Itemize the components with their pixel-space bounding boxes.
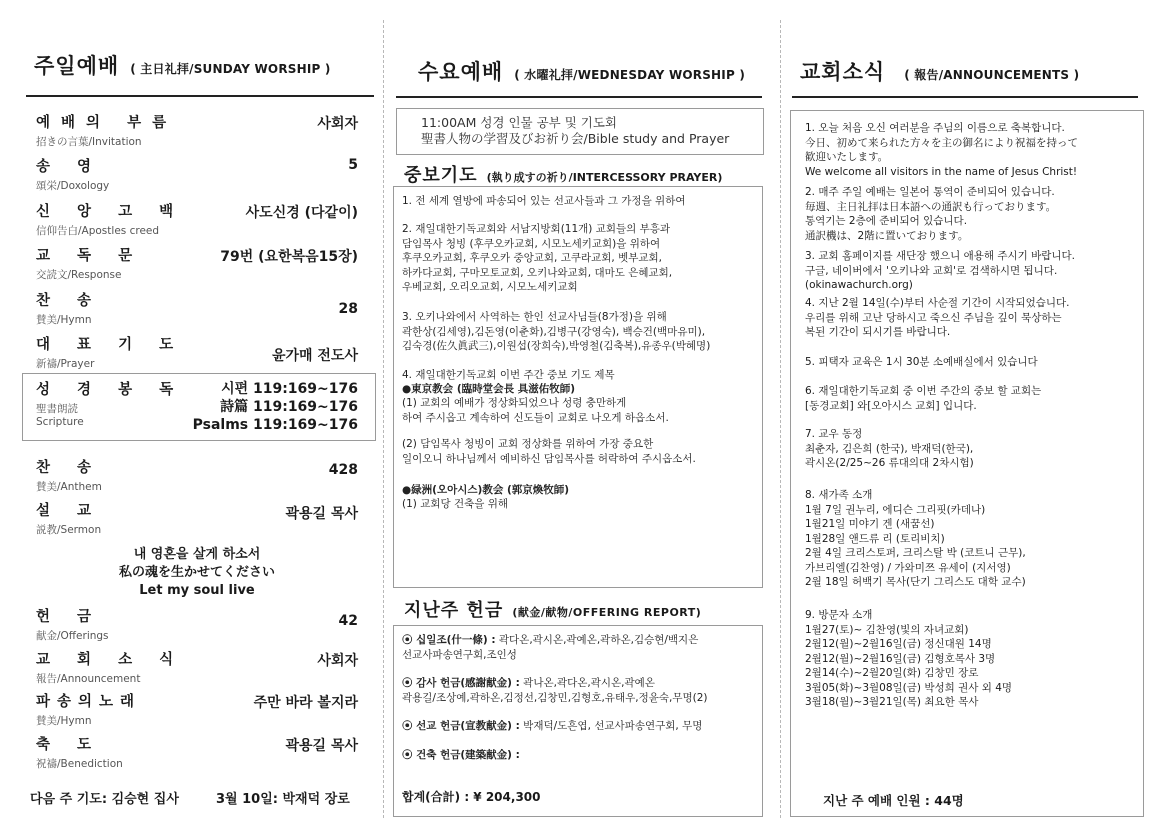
- service-item-value: 곽용길 목사: [285, 506, 358, 522]
- service-item-value: 주만 바라 볼지라: [253, 695, 358, 711]
- sermon-title: [36, 546, 358, 600]
- wednesday-header: [418, 56, 745, 86]
- offering-tithe-names: 곽다온,곽시온,곽예온,곽하온,김승현/백지은 선교사파송연구회,조인성: [402, 634, 699, 661]
- intercessory-subtitle: (執り成すの祈り/INTERCESSORY PRAYER): [486, 171, 723, 184]
- service-item-value: 사회자: [317, 653, 358, 669]
- sunday-title: 주일예배: [34, 54, 120, 78]
- announcement-item: 8. 새가족 소개 1월 7일 권누리, 에디슨 그리핏(카데나) 1월21일 미야기 겐 (새꿈선) 1월28일 앤드류 리 (토리비치) 2월 4일 크리스토퍼, 크리스탈 박 (코트니 근무), 가브리엘(김찬영) / 가와미쯔 유세이 (지서영) 2월 18일 허백기 목사(단기 그리스도 대학 교수): [805, 489, 1026, 588]
- service-item: [36, 111, 358, 149]
- service-item-sub: 賛美/Hymn: [36, 715, 92, 727]
- wednesday-description: 聖書人物の学習及びお祈り会/Bible study and Prayer: [421, 131, 730, 146]
- intercessory-request-a: (1) 교회의 예배가 정상화되었으나 성령 충만하게 하여 주시옵고 계속하여 신도들이 교회로 나오게 하옵소서.: [402, 397, 669, 424]
- wednesday-subtitle: ( 水曜礼拝/WEDNESDAY WORSHIP ): [514, 68, 746, 82]
- sermon-title-japanese: 私の魂を生かせてください: [118, 565, 275, 580]
- service-item-value: 곽용길 목사: [285, 738, 358, 754]
- service-item-name: 대 표 기 도: [36, 337, 185, 353]
- offering-subtitle: (献金/献物/OFFERING REPORT): [512, 606, 702, 619]
- service-item: [36, 499, 358, 537]
- offering-mission-label: ⦿ 선교 헌금(宣教献金) :: [402, 720, 520, 732]
- service-item: [36, 733, 358, 771]
- service-item: [36, 244, 358, 282]
- service-item: [36, 155, 358, 193]
- announcements-box: [790, 110, 1144, 817]
- service-item: [36, 690, 358, 728]
- service-item-name: 찬 송: [36, 460, 103, 476]
- service-item: [36, 605, 358, 643]
- announcement-item: 9. 방문자 소개 1월27(토)~ 김찬영(빛의 자녀교회) 2월12(월)~2월16일(금) 정신대원 14명 2월12(월)~2월16일(금) 김형호목사 3명 2월14(수)~2월20일(화) 김창민 장로 3월05(화)~3월08일(금) 박성희 권사 외 4명 3월18(월)~3월21일(목) 최요한 목사: [805, 609, 1013, 708]
- intercessory-header: [404, 161, 722, 187]
- service-item-name: 예배의 부름: [36, 115, 178, 131]
- announcement-item: 7. 교우 동정 최춘자, 김은희 (한국), 박재덕(한국), 곽시온(2/25~26 류대의대 2차시험): [805, 428, 974, 469]
- offering-title: 지난주 헌금: [404, 600, 504, 621]
- offering-thanks: [402, 676, 756, 705]
- service-item-sub: 新禱/Prayer: [36, 358, 95, 370]
- service-item-sub: 招きの言葉/Invitation: [36, 136, 142, 148]
- announcements-subtitle: ( 報告/ANNOUNCEMENTS ): [904, 68, 1080, 82]
- service-item-name: 신 앙 고 백: [36, 204, 185, 220]
- offering-box: [393, 625, 763, 817]
- service-item: [36, 333, 358, 371]
- wednesday-rule: [396, 96, 762, 98]
- service-item-value: 42: [338, 613, 358, 629]
- announcement-item: 1. 오늘 처음 오신 여러분을 주님의 이름으로 축복합니다. 今日、初めて来られた方々を主の御名により祝福を持って 歓迎いたします。 We welcome all visitors in the name of Jesus Christ!: [805, 122, 1078, 178]
- service-item: [36, 289, 358, 327]
- scripture-references: [193, 380, 358, 434]
- sunday-subtitle: ( 主日礼拝/SUNDAY WORSHIP ): [130, 62, 331, 76]
- service-item-sub: 説教/Sermon: [36, 524, 102, 536]
- sunday-rule: [26, 95, 374, 97]
- offering-mission-names: 박재덕/도흔엽, 선교사파송연구회, 무명: [519, 720, 703, 732]
- service-item-value: 사도신경 (다같이): [245, 205, 358, 221]
- service-item-sub: 聖書朗読: [36, 403, 78, 415]
- scripture-ref-japanese: 詩篇 119:169~176: [220, 399, 358, 415]
- announcement-item: 2. 매주 주일 예배는 일본어 통역이 준비되어 있습니다. 毎週、主日礼拝は日本語への通訳も行っております。 통역기는 2층에 준비되어 있습니다. 通訳機は、2階に置いております。: [805, 186, 1057, 242]
- wednesday-time: 11:00AM 성경 인물 공부 및 기도회: [421, 115, 617, 130]
- offering-header: [404, 596, 701, 622]
- service-item-name: 교 독 문: [36, 248, 144, 264]
- next-week-prayer: 다음 주 기도: 김승현 집사: [30, 792, 179, 807]
- service-item-name: 축 도: [36, 737, 103, 753]
- intercessory-request-c: (1) 교회당 건축을 위해: [402, 498, 509, 510]
- service-item-sub: 報告/Announcement: [36, 673, 141, 685]
- intercessory-box: [393, 186, 763, 588]
- service-item-sub: 献金/Offerings: [36, 630, 109, 642]
- service-item-value: 79번 (요한복음15장): [220, 249, 358, 265]
- announcements-rule: [792, 96, 1138, 98]
- offering-thanks-label: ⦿ 감사 헌금(感謝献金) :: [402, 677, 520, 689]
- service-item-sub: 祝禱/Benediction: [36, 758, 123, 770]
- column-divider-2: [780, 20, 781, 818]
- offering-tithe: [402, 633, 756, 662]
- service-item-name: 파송의노래: [36, 694, 142, 710]
- service-item-name: 성 경 봉 독: [36, 382, 185, 398]
- intercessory-item-3: 3. 오키나와에서 사역하는 한인 선교사님들(8가정)을 위해 곽한상(김세영),김돈영(이춘화),김병구(강영숙), 백승건(백마유미), 김숙경(佐久眞武三),이원섭(장희숙),박영철(김축복),유종우(박혜명): [402, 311, 711, 352]
- service-item-value: 5: [348, 157, 358, 173]
- intercessory-church-tokyo: ●東京教会 (臨時堂会長 具滋佑牧師): [402, 383, 576, 395]
- service-item-value: 28: [338, 301, 358, 317]
- service-item-sub: 賛美/Anthem: [36, 481, 102, 493]
- announcement-item: 4. 지난 2월 14일(수)부터 사순절 기간이 시작되었습니다. 우리를 위해 고난 당하시고 죽으신 주님을 깊이 묵상하는 복된 기간이 되시기를 바랍니다.: [805, 297, 1070, 338]
- service-item: [36, 648, 358, 686]
- sermon-title-english: Let my soul live: [139, 583, 255, 598]
- announcements-header: [800, 56, 1079, 86]
- wednesday-title: 수요예배: [418, 60, 504, 84]
- offering-building-label: ⦿ 건축 헌금(建築献金) :: [402, 749, 520, 761]
- intercessory-church-oasis: ●緑洲(오아시스)教会 (郭京煥牧師): [402, 484, 570, 496]
- intercessory-item-2: 2. 재일대한기독교회와 서남지방회(11개) 교회들의 부흥과 담임목사 청빙 (후쿠오카교회, 시모노세키교회)을 위하여 후쿠오카교회, 후쿠오카 중앙교회, 고쿠라교회, 벳부교회, 하카다교회, 구마모토교회, 오키나와교회, 대마도 은혜교회, 우베교회, 오리오교회, 시모노세키교회: [402, 223, 673, 293]
- service-item-sub: 賛美/Hymn: [36, 314, 92, 326]
- service-item: [36, 456, 358, 494]
- announcement-item: 5. 피택자 교육은 1시 30분 소예배실에서 있습니다: [805, 356, 1038, 368]
- attendance-count: 지난 주 예배 인원 : 44명: [823, 793, 964, 808]
- sermon-title-korean: 내 영혼을 살게 하소서: [133, 547, 261, 562]
- offering-thanks-names: 곽나온,곽다온,곽시온,곽예온 곽용길/조상예,곽하온,김정선,김창민,김형호,유태우,정윤숙,무명(2): [402, 677, 708, 704]
- service-item-sub: Scripture: [36, 416, 84, 428]
- service-item-sub: 頌栄/Doxology: [36, 180, 110, 192]
- service-item-name: 찬 송: [36, 293, 103, 309]
- service-item: [36, 200, 358, 238]
- service-item-name: 송 영: [36, 159, 103, 175]
- service-item-name: 설 교: [36, 503, 103, 519]
- intercessory-request-b: (2) 담임목사 청빙이 교회 정상화를 위하여 가장 중요한 일이오니 하나님께서 예비하신 담임목사를 허락하여 주시옵소서.: [402, 438, 696, 465]
- service-item-value: 428: [328, 462, 358, 478]
- column-divider-1: [383, 20, 384, 818]
- intercessory-item-4-head: 4. 재일대한기독교회 이번 주간 중보 기도 제목: [402, 369, 615, 381]
- announcements-title: 교회소식: [800, 60, 886, 84]
- intercessory-title: 중보기도: [404, 165, 478, 186]
- announcement-item: 3. 교회 홈페이지를 새단장 했으니 애용해 주시기 바랍니다. 구글, 네이버에서 '오키나와 교회'로 검색하시면 됩니다. (okinawachurch.org): [805, 250, 1076, 291]
- offering-total: 합계(合計) : ¥ 204,300: [402, 790, 541, 804]
- service-item-name: 교 회 소 식: [36, 652, 185, 668]
- announcement-item: 6. 재일대한기독교회 중 이번 주간의 중보 할 교회는 [동경교회] 와[오아시스 교회] 입니다.: [805, 385, 1042, 412]
- sunday-header: [34, 50, 331, 80]
- wednesday-box: [396, 108, 764, 155]
- intercessory-item-1: 1. 전 세계 열방에 파송되어 있는 선교사들과 그 가정을 위하여: [402, 195, 686, 207]
- scripture-ref-english: Psalms 119:169~176: [192, 417, 358, 433]
- service-item-value: 윤가매 전도사: [271, 348, 358, 364]
- offering-tithe-label: ⦿ 십일조(什一條) :: [402, 634, 496, 646]
- offering-mission: [402, 719, 756, 734]
- service-item-name: 헌 금: [36, 609, 103, 625]
- march-10-prayer: 3월 10일: 박재덕 장로: [216, 792, 350, 807]
- service-item-sub: 信仰告白/Apostles creed: [36, 225, 160, 237]
- service-item-value: 사회자: [317, 116, 358, 132]
- service-item-sub: 交読文/Response: [36, 269, 122, 281]
- scripture-ref-korean: 시편 119:169~176: [221, 381, 358, 397]
- service-item-scripture: [36, 378, 358, 433]
